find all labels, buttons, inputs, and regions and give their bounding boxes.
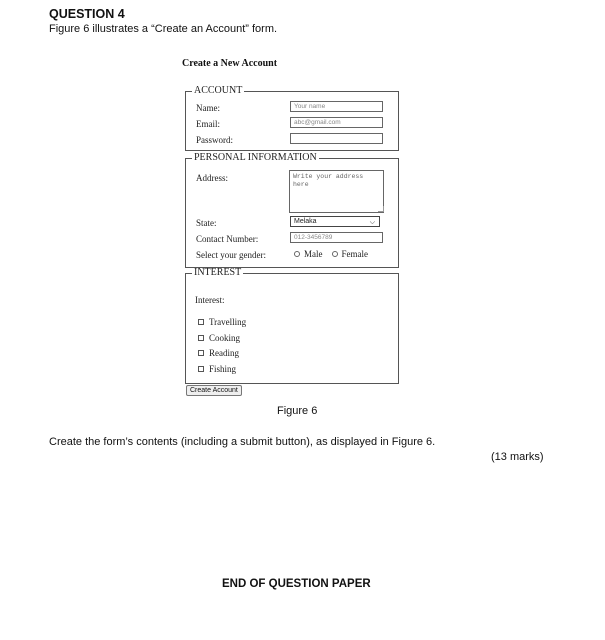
female-label: Female [341, 249, 368, 259]
account-legend: ACCOUNT [194, 85, 243, 96]
gender-label: Select your gender: [196, 250, 266, 260]
address-textarea[interactable]: Write your address here [289, 170, 384, 213]
state-selected: Melaka [294, 218, 317, 225]
interest-option [198, 333, 240, 343]
reading-label: Reading [209, 348, 239, 358]
marks: (13 marks) [491, 451, 544, 463]
email-input[interactable]: abc@gmail.com [290, 117, 383, 128]
interest-option [198, 364, 236, 374]
fishing-checkbox[interactable] [198, 366, 204, 372]
travelling-checkbox[interactable] [198, 319, 204, 325]
name-label: Name: [196, 103, 220, 113]
cooking-label: Cooking [209, 333, 241, 343]
gender-options [294, 249, 368, 259]
interest-label: Interest: [195, 295, 225, 305]
personal-legend: PERSONAL INFORMATION [194, 152, 317, 163]
contact-input[interactable]: 012-3456789 [290, 232, 383, 243]
fishing-label: Fishing [209, 364, 237, 374]
figure-caption: Figure 6 [277, 405, 318, 417]
state-label: State: [196, 218, 217, 228]
chevron-down-icon: ⌵ [369, 219, 375, 226]
interest-option [198, 348, 239, 358]
cooking-checkbox[interactable] [198, 335, 204, 341]
question-title: QUESTION 4 [49, 7, 125, 21]
interest-option [198, 317, 246, 327]
travelling-label: Travelling [209, 317, 247, 327]
password-input[interactable] [290, 133, 383, 144]
password-label: Password: [196, 135, 234, 145]
female-radio[interactable] [332, 251, 338, 257]
resize-handle-icon[interactable] [378, 206, 384, 212]
email-label: Email: [196, 119, 220, 129]
question-intro: Figure 6 illustrates a “Create an Account” form. [49, 23, 278, 35]
interest-legend: INTEREST [194, 267, 242, 278]
name-input[interactable]: Your name [290, 101, 383, 112]
reading-checkbox[interactable] [198, 350, 204, 356]
male-radio[interactable] [294, 251, 300, 257]
end-of-paper: END OF QUESTION PAPER [222, 578, 371, 590]
form-title: Create a New Account [182, 58, 278, 69]
create-account-button[interactable]: Create Account [186, 385, 242, 396]
task-text: Create the form’s contents (including a submit button), as displayed in Figure 6. [49, 436, 436, 448]
male-label: Male [304, 249, 323, 259]
state-select[interactable] [290, 216, 380, 227]
contact-label: Contact Number: [196, 234, 259, 244]
address-label: Address: [196, 173, 228, 183]
